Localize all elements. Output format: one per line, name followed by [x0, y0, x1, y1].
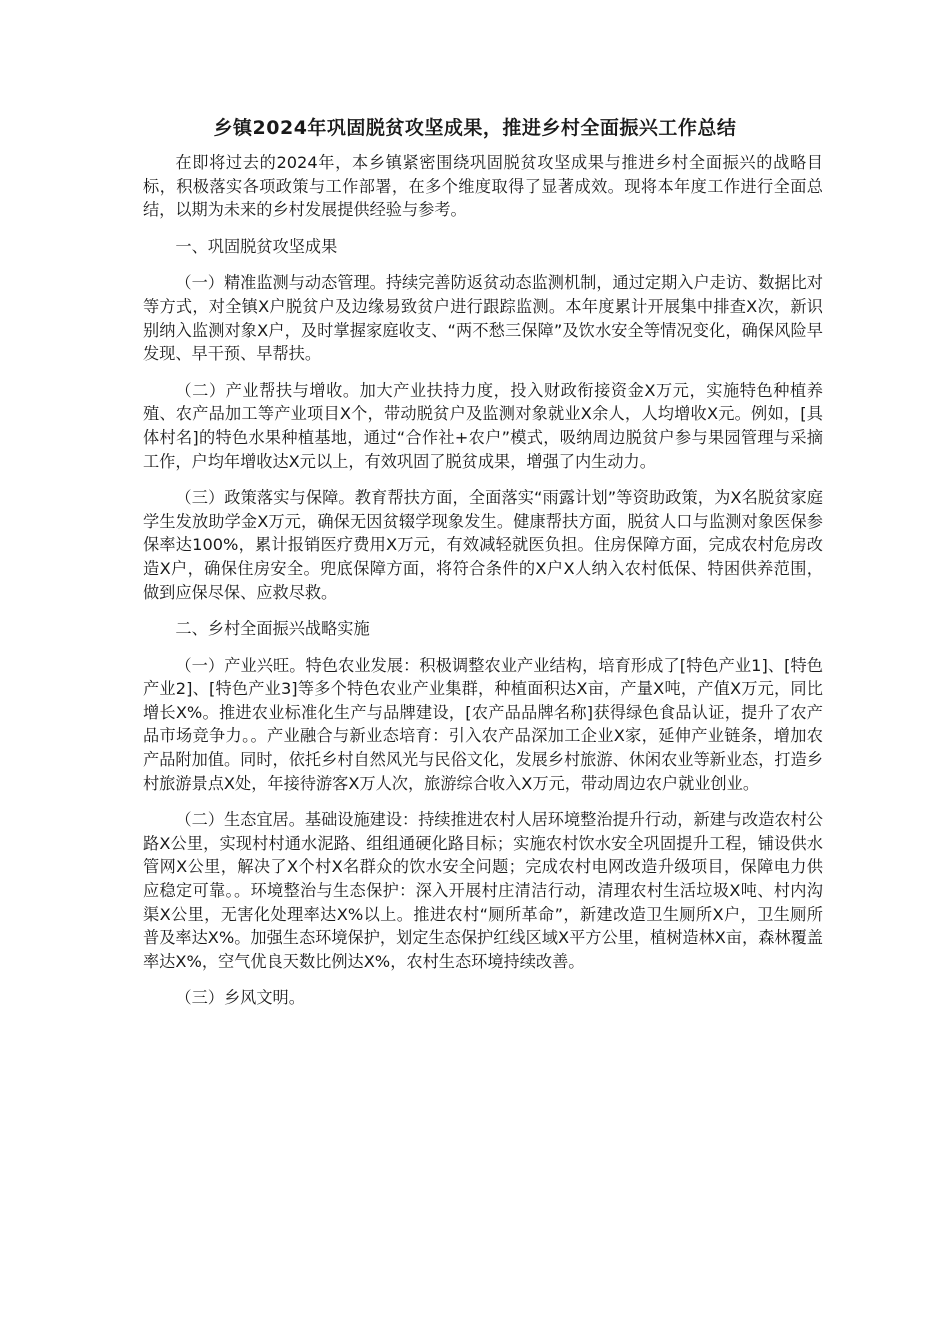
section-heading-1: 一、巩固脱贫攻坚成果 [175, 236, 338, 256]
intro-paragraph: 在即将过去的2024年，本乡镇紧密围绕巩固脱贫攻坚成果与推进乡村全面振兴的战略目标，积极落实各项政策与工作部署，在多个维度取得了显著成效。现将本年度工作进行全面总结，以期为未来的乡村发展提供经验与参考。 [143, 153, 823, 220]
document-title: 乡镇2024年巩固脱贫攻坚成果，推进乡村全面振兴工作总结 [213, 117, 737, 139]
section2-paragraph-1: （一）产业兴旺。特色农业发展：积极调整农业产业结构，培育形成了[特色产业1]、[特色产业2]、[特色产业3]等多个特色农业产业集群，种植面积达X亩，产量X吨，产值X万元，同比增长X%。推进农业标准化生产与品牌建设，[农产品品牌名称]获得绿色食品认证，提升了农产品市场竞争力。。产业融合与新业态培育：引入农产品深加工企业X家，延伸产业链条，增加农产品附加值。同时，依托乡村自然风光与民俗文化，发展乡村旅游、休闲农业等新业态，打造乡村旅游景点X处，年接待游客X万人次，旅游综合收入X万元，带动周边农户就业创业。 [143, 655, 823, 793]
section1-paragraph-1: （一）精准监测与动态管理。持续完善防返贫动态监测机制，通过定期入户走访、数据比对等方式，对全镇X户脱贫户及边缘易致贫户进行跟踪监测。本年度累计开展集中排查X次，新识别纳入监测对象X户，及时掌握家庭收支、“两不愁三保障”及饮水安全等情况变化，确保风险早发现、早干预、早帮扶。 [143, 273, 823, 364]
section-heading-2: 二、乡村全面振兴战略实施 [175, 619, 370, 639]
section2-paragraph-2: （二）生态宜居。基础设施建设：持续推进农村人居环境整治提升行动，新建与改造农村公路X公里，实现村村通水泥路、组组通硬化路目标；实施农村饮水安全巩固提升工程，铺设供水管网X公里，解决了X个村X名群众的饮水安全问题；完成农村电网改造升级项目，保障电力供应稳定可靠。。环境整治与生态保护：深入开展村庄清洁行动，清理农村生活垃圾X吨、村内沟渠X公里，无害化处理率达X%以上。推进农村“厕所革命”，新建改造卫生厕所X户，卫生厕所普及率达X%。加强生态环境保护，划定生态保护红线区域X平方公里，植树造林X亩，森林覆盖率达X%，空气优良天数比例达X%，农村生态环境持续改善。 [143, 810, 823, 971]
section1-paragraph-3: （三）政策落实与保障。教育帮扶方面，全面落实“雨露计划”等资助政策，为X名脱贫家庭学生发放助学金X万元，确保无因贫辍学现象发生。健康帮扶方面，脱贫人口与监测对象医保参保率达100%，累计报销医疗费用X万元，有效减轻就医负担。住房保障方面，完成农村危房改造X户，确保住房安全。兜底保障方面，将符合条件的X户X人纳入农村低保、特困供养范围，做到应保尽保、应救尽救。 [143, 488, 823, 602]
section2-paragraph-3: （三）乡风文明。 [175, 988, 305, 1008]
section1-paragraph-2: （二）产业帮扶与增收。加大产业扶持力度，投入财政衔接资金X万元，实施特色种植养殖、农产品加工等产业项目X个，带动脱贫户及监测对象就业X余人，人均增收X元。例如，[具体村名]的特色水果种植基地，通过“合作社+农户”模式，吸纳周边脱贫户参与果园管理与采摘工作，户均年增收达X元以上，有效巩固了脱贫成果，增强了内生动力。 [143, 380, 823, 471]
document-body [143, 151, 823, 1010]
